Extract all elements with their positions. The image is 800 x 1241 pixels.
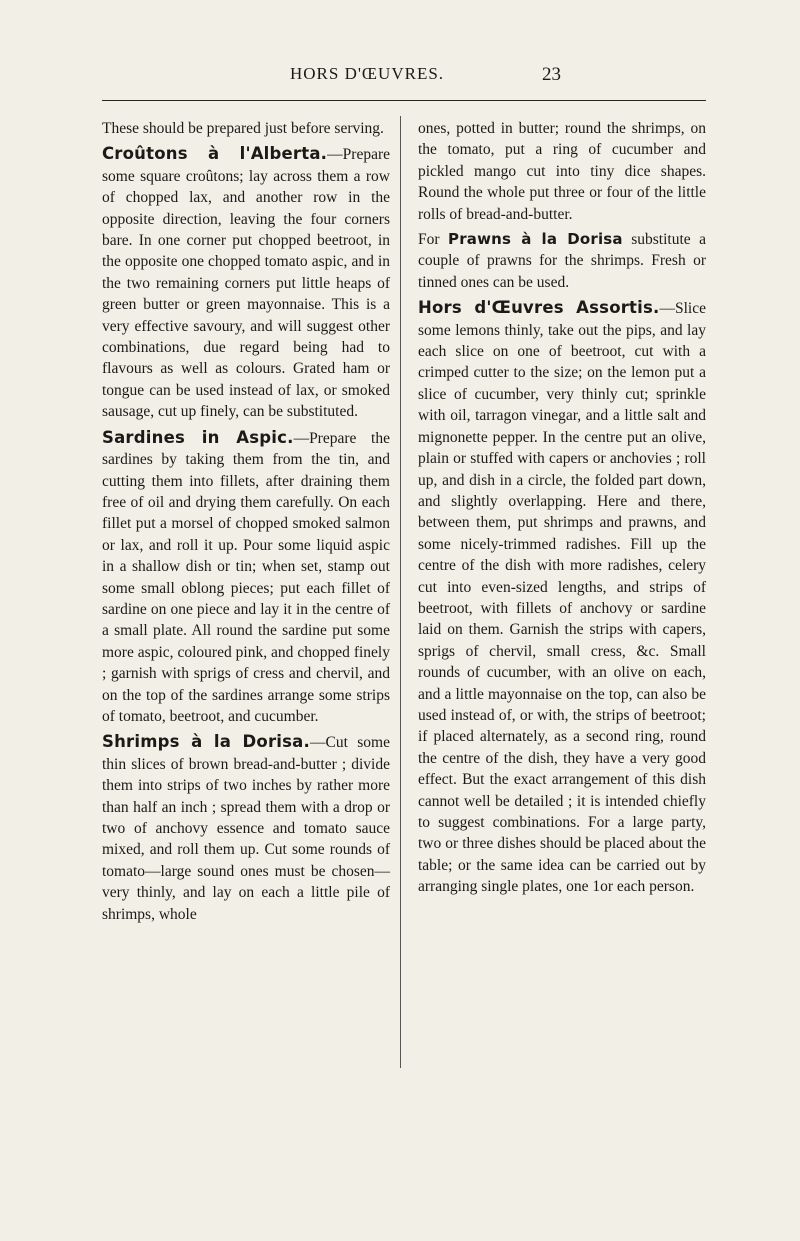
left-column [102, 118, 390, 929]
running-title: HORS D'ŒUVRES. [290, 64, 445, 83]
prawns-recipe [418, 229, 706, 293]
column-divider [400, 116, 401, 1068]
shrimps-recipe [102, 731, 390, 925]
assortis-recipe [418, 297, 706, 897]
page-number: 23 [542, 64, 561, 85]
croutons-text: —Prepare some square croûtons; lay across them a row of chopped lax, and another row in the opposite direction, leaving the four corners bare. In one corner put chopped beetroot, in the opposite one chopped tomato aspic, and in the two remaining corners put little heaps of green butter or green mayonnaise. This is a very effective savoury, and will suggest other combinations, due regard being had to flavours as well as colours. Grated ham or tongue can be used instead of lax, or smoked sausage, cut up finely, can be substituted. [102, 146, 390, 421]
prawns-text: substitute a couple of prawns for the shrimps. Fresh or tinned ones can be used. [418, 231, 706, 291]
sardines-recipe [102, 427, 390, 728]
croutons-recipe [102, 143, 390, 422]
shrimps-heading: Shrimps à la Dorisa. [102, 732, 310, 752]
assortis-heading: Hors d'Œuvres Assortis. [418, 298, 660, 318]
croutons-heading: Croûtons à l'Alberta. [102, 144, 328, 164]
intro-paragraph: These should be prepared just before serving. [102, 120, 384, 137]
sardines-heading: Sardines in Aspic. [102, 427, 294, 447]
shrimps-text: —Cut some thin slices of brown bread-and-butter ; divide them into strips of two inches by rather more than half an inch ; spread them with a drop or two of anchovy essence and tomato sauce mixed, and roll them up. Cut some rounds of tomato—large sound ones must be chosen—very thinly, and lay on each a little pile of shrimps, whole [102, 734, 390, 923]
sardines-text: —Prepare the sardines by taking them from the tin, and cutting them into fillets, after draining them free of oil and drying them carefully. On each fillet put a morsel of chopped smoked salmon or lax, and roll it up. Pour some liquid aspic in a shallow dish or tin; when set, stamp out some small oblong pieces; put each fillet of sardine on one piece and lay it in the centre of a small plate. All round the sardine put some more aspic, coloured pink, and chopped finely ; garnish with sprigs of cress and chervil, and on the top of the sardines arrange some strips of tomato, beetroot, and cucumber. [102, 429, 390, 725]
prawns-heading: Prawns à la Dorisa [448, 230, 623, 249]
header-rule [102, 100, 706, 101]
right-column [418, 118, 706, 902]
assortis-text: —Slice some lemons thinly, take out the pips, and lay each slice on one of beetroot, cut with a crimped cutter to the size; on the lemon put a slice of cucumber, very thinly cut; sprinkle with oil, tarragon vinegar, and a little salt and mignonette pepper. In the centre put an olive, plain or stuffed with capers or anchovies ; roll up, and dish in a circle, the folded part down, and slightly overlapping. Here and there, between them, put shrimps and prawns, and some nicely-trimmed radishes. Fill up the centre of the dish with more radishes, celery cut into even-sized lengths, and strips of beetroot, with fillets of anchovy or sardine laid on them. Garnish the strips with capers, sprigs of chervil, small cress, &c. Small rounds of cucumber, with an olive on each, and a little mayonnaise on the top, can also be used instead of, or with, the strips of beetroot; if placed alternately, as a second ring, round the centre of the dish, they have a very good effect. But the exact arrangement of this dish cannot well be detailed ; it is intended chiefly to suggest combinations. For a large party, two or three dishes should be placed about the table; or the same idea can be carried out by arranging single plates, one 1or each person. [418, 300, 706, 896]
prawns-lead: For [418, 231, 448, 249]
running-head [0, 64, 800, 94]
shrimps-continued: ones, potted in butter; round the shrimps, on the tomato, put a ring of cucumber and pickled mango cut into tiny dice shapes. Round the whole put three or four of the little rolls of bread-and-butter. [418, 120, 706, 223]
